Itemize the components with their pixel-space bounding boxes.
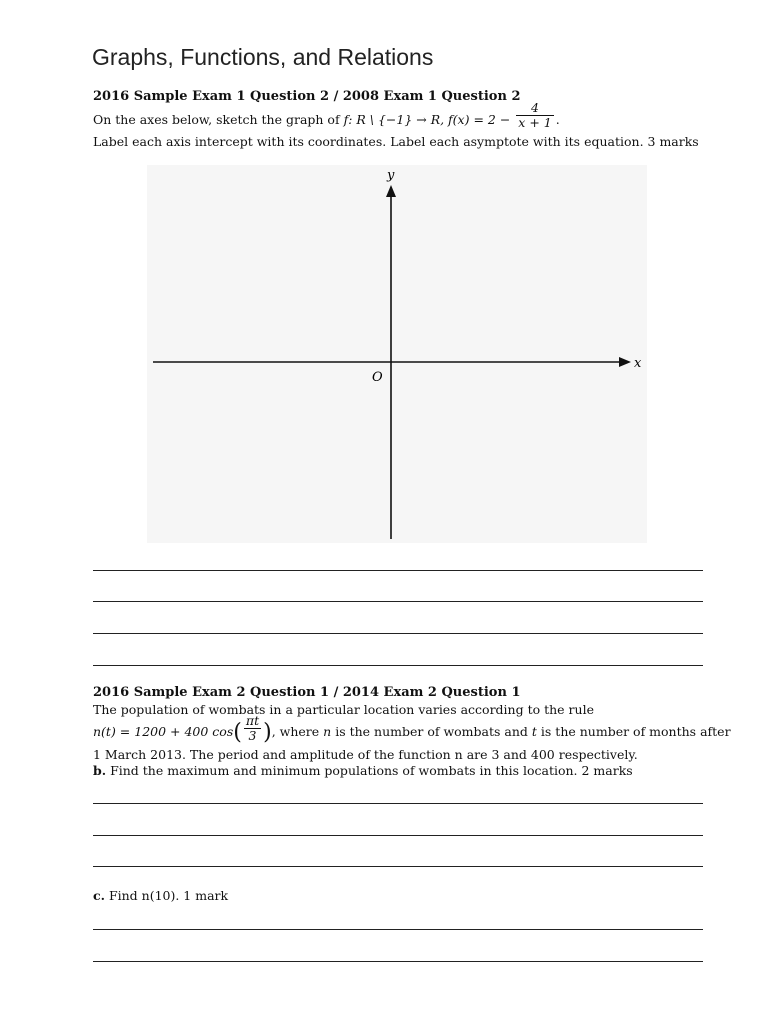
part-b-text: Find the maximum and minimum populations of wombats in this location. 2 marks	[110, 763, 633, 778]
answer-line[interactable]	[93, 835, 703, 836]
question-1-labels-instruction: Label each axis intercept with its coordinates. Label each asymptote with its equation. 3 marks	[93, 134, 699, 149]
x-axis-arrow	[619, 357, 631, 367]
rule-expression: n(t) = 1200 + 400 cos	[93, 724, 234, 739]
question-1-instruction	[93, 100, 560, 130]
rule-end-text: is the number of months after	[540, 724, 731, 739]
y-axis-arrow	[386, 185, 396, 197]
answer-line[interactable]	[93, 633, 703, 634]
answer-line[interactable]	[93, 570, 703, 571]
question-2-heading: 2016 Sample Exam 2 Question 1 / 2014 Exam 2 Question 1	[93, 685, 521, 700]
answer-line[interactable]	[93, 866, 703, 867]
question-1-heading: 2016 Sample Exam 1 Question 2 / 2008 Exam 1 Question 2	[93, 89, 521, 104]
answer-line[interactable]	[93, 665, 703, 666]
axes-svg	[147, 165, 647, 543]
x-axis-label: x	[634, 356, 642, 371]
origin-label: O	[372, 370, 383, 385]
rule-fraction	[244, 714, 261, 743]
question-2-period-amplitude: 1 March 2013. The period and amplitude of the function n are 3 and 400 respectively.	[93, 747, 638, 762]
page-title: Graphs, Functions, and Relations	[92, 44, 434, 70]
right-paren: )	[263, 720, 272, 745]
y-axis-label: y	[387, 168, 395, 183]
answer-line[interactable]	[93, 601, 703, 602]
function-definition: f: R \ {−1} → R, f(x) = 2 −	[343, 112, 511, 127]
fraction-denominator: x + 1	[518, 115, 552, 130]
question-2-intro: The population of wombats in a particular location varies according to the rule	[93, 702, 594, 717]
answer-line[interactable]	[93, 803, 703, 804]
rule-mid-text: is the number of wombats and	[335, 724, 528, 739]
axes-diagram	[147, 165, 647, 543]
part-b-label: b.	[93, 763, 107, 778]
part-b	[93, 762, 633, 779]
rule-fraction-numerator: πt	[245, 713, 260, 728]
left-paren: (	[233, 720, 242, 745]
part-c	[93, 887, 228, 904]
instruction-end: .	[555, 112, 560, 127]
variable-n: n	[323, 724, 332, 739]
rule-comma: , where	[271, 724, 320, 739]
variable-t: t	[531, 724, 537, 739]
function-fraction	[516, 101, 553, 130]
answer-line[interactable]	[93, 961, 703, 962]
rule-fraction-denominator: 3	[248, 728, 257, 743]
part-c-label: c.	[93, 888, 105, 903]
instruction-text: On the axes below, sketch the graph of	[93, 112, 340, 127]
part-c-text: Find n(10). 1 mark	[108, 888, 229, 903]
fraction-numerator: 4	[516, 101, 553, 116]
answer-line[interactable]	[93, 929, 703, 930]
